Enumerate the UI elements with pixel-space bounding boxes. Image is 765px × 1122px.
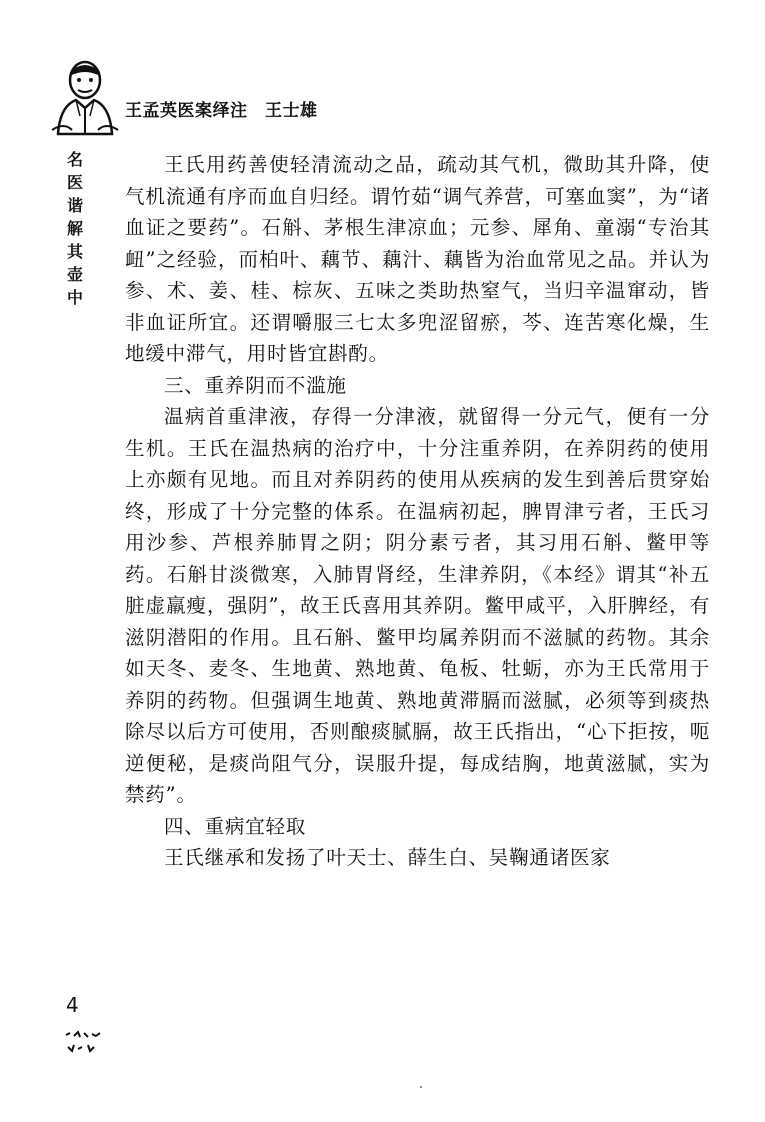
series-title-char: 壶: [66, 265, 83, 284]
series-title-vertical: [62, 148, 88, 309]
paragraph: 王氏用药善使轻清流动之品，疏动其气机，微助其升降，使气机流通有序而血自归经。谓竹茹“调气养营，可塞血窦”，为“诸血证之要药”。石斛、茅根生津凉血；元参、犀角、童溺“专治其衄”之经验，而柏叶、藕节、藕汁、藕皆为治血常见之品。并认为参、术、姜、桂、棕灰、五味之类助热窒气，当归辛温窜动，皆非血证所宜。还谓嚼服三七太多兜涩留瘀，芩、连苦寒化燥，生地缓中滞气，用时皆宜斟酌。: [125, 153, 710, 365]
paragraph: 王氏继承和发扬了叶天士、薛生白、吴鞠通诸医家: [164, 846, 611, 869]
footer-ornament-icon: [62, 1027, 108, 1057]
scan-speck: [420, 1086, 422, 1088]
series-title-char: 谐: [66, 196, 83, 215]
series-title-char: 其: [66, 242, 83, 261]
series-title-char: 名: [66, 150, 83, 169]
author-portrait-icon: [50, 56, 120, 136]
series-title-char: 解: [66, 219, 83, 238]
body-text: [125, 149, 710, 874]
running-header-title: 王孟英医案绎注 王士雄: [125, 101, 318, 121]
paragraph: 温病首重津液，存得一分津液，就留得一分元气，便有一分生机。王氏在温热病的治疗中，十分注重养阴，在养阴药的使用上亦颇有见地。而且对养阴药的使用从疾病的发生到善后贯穿始终，形成了十分完整的体系。在温病初起，脾胃津亏者，王氏习用沙参、芦根养肺胃之阴；阴分素亏者，其习用石斛、鳖甲等药。石斛甘淡微寒，入肺胃肾经，生津养阴，《本经》谓其“补五脏虚羸瘦，强阴”，故王氏喜用其养阴。鳖甲咸平，入肝脾经，有滋阴潜阳的作用。且石斛、鳖甲均属养阴而不滋腻的药物。其余如天冬、麦冬、生地黄、熟地黄、龟板、牡蛎，亦为王氏常用于养阴的药物。但强调生地黄、熟地黄滞膈而滋腻，必须等到痰热除尽以后方可使用，否则酿痰腻膈，故王氏指出，“心下拒按，呃逆便秘，是痰尚阻气分，误服升提，每成结胸，地黄滋腻，实为禁药”。: [125, 405, 710, 806]
section-heading: 四、重病宜轻取: [164, 814, 307, 838]
section-heading: 三、重养阴而不滥施: [164, 373, 347, 397]
series-title-char: 中: [66, 288, 83, 307]
series-title-char: 医: [66, 173, 83, 192]
page-number: 4: [66, 993, 79, 1017]
